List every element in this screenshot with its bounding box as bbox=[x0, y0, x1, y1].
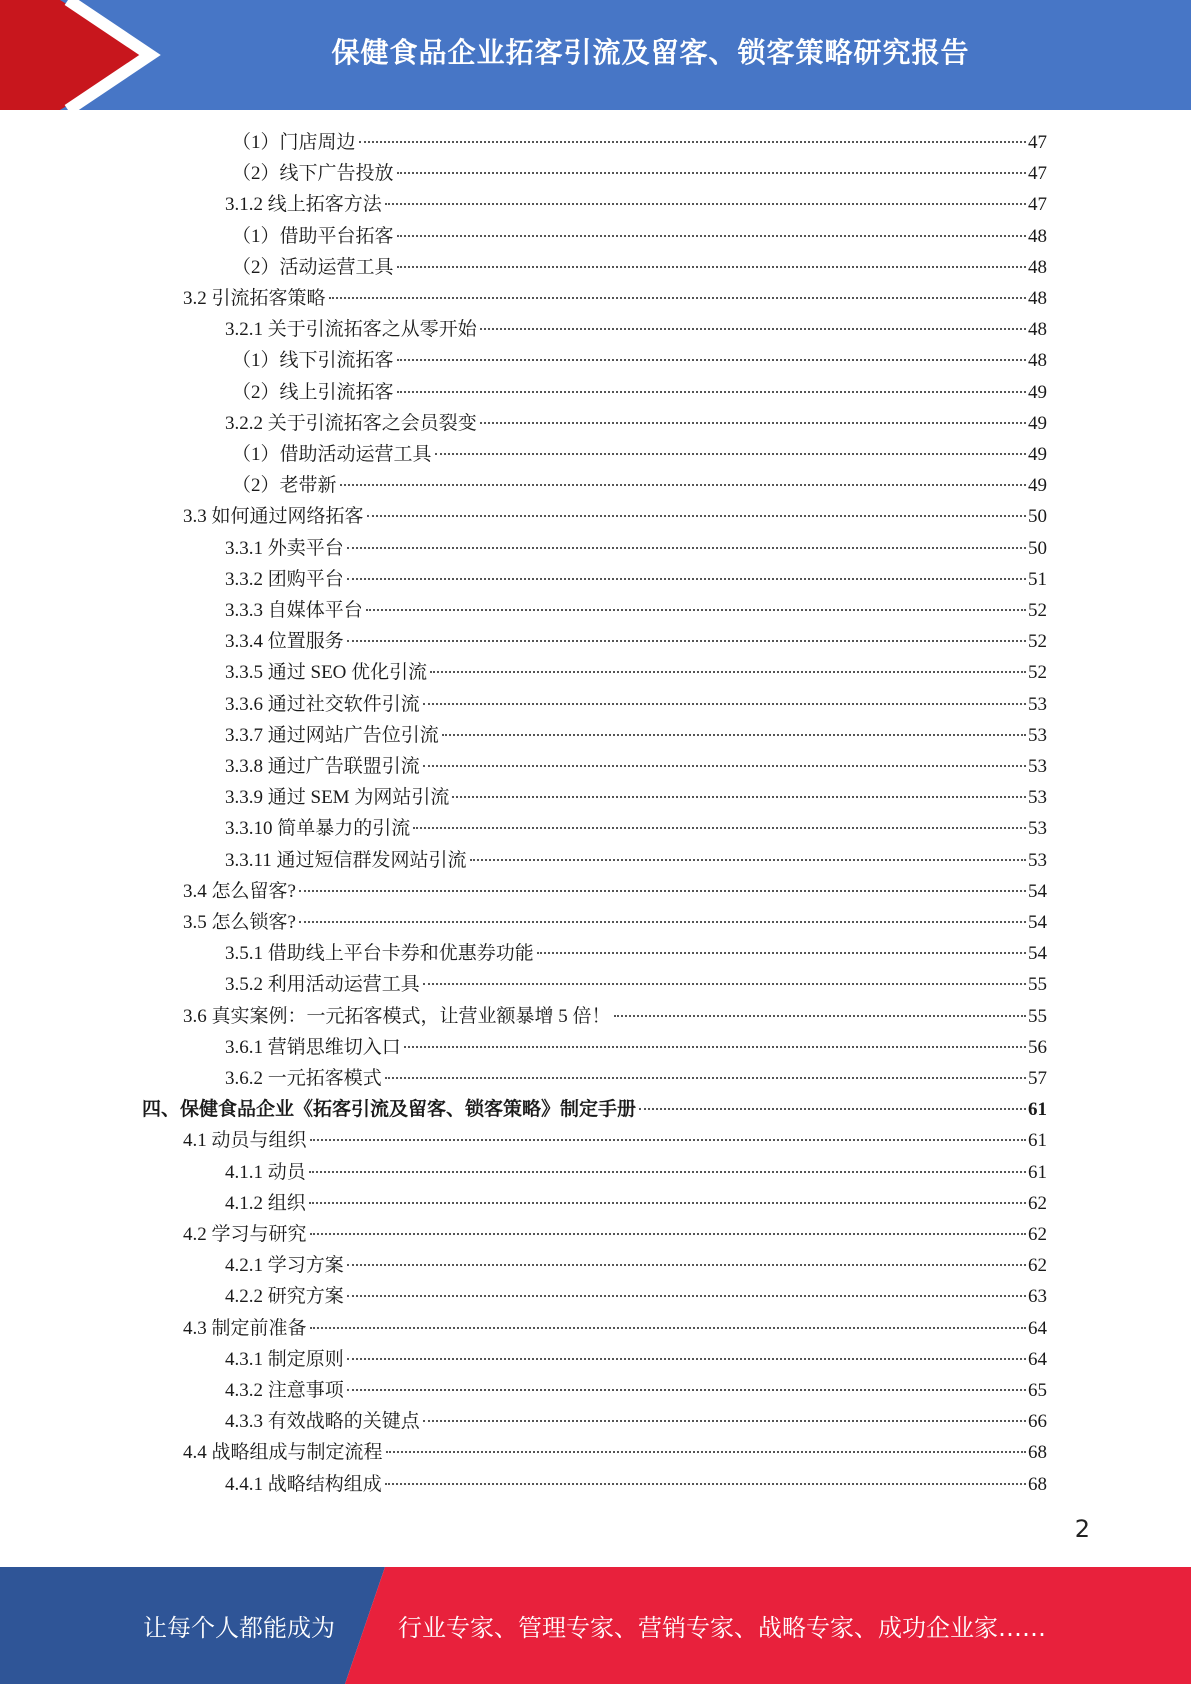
toc-entry-page: 49 bbox=[1028, 475, 1047, 497]
toc-dot-leader bbox=[347, 1381, 1026, 1391]
toc-entry-page: 68 bbox=[1028, 1442, 1047, 1464]
toc-dot-leader bbox=[340, 476, 1026, 486]
toc-entry-page: 54 bbox=[1028, 880, 1047, 902]
toc-entry-label: 3.3.6 通过社交软件引流 bbox=[225, 693, 420, 715]
toc-entry[interactable] bbox=[225, 1188, 1047, 1219]
toc-dot-leader bbox=[310, 1319, 1026, 1329]
toc-entry[interactable] bbox=[183, 876, 1047, 907]
toc-entry-label: 4.2 学习与研究 bbox=[183, 1224, 307, 1245]
toc-entry[interactable] bbox=[225, 1032, 1047, 1063]
toc-entry-page: 49 bbox=[1028, 444, 1047, 465]
toc-entry-page: 62 bbox=[1028, 1192, 1047, 1214]
toc-entry[interactable] bbox=[225, 969, 1047, 1000]
toc-entry[interactable] bbox=[225, 689, 1047, 720]
toc-dot-leader bbox=[397, 164, 1026, 174]
toc-entry[interactable] bbox=[183, 501, 1047, 532]
toc-entry-label: （1）借助平台拓客 bbox=[232, 225, 394, 247]
toc-entry-page: 53 bbox=[1028, 724, 1047, 746]
toc-entry-page: 52 bbox=[1028, 631, 1047, 653]
toc-entry-page: 49 bbox=[1028, 412, 1047, 434]
toc-dot-leader bbox=[347, 1256, 1026, 1266]
toc-entry-label: 4.1.2 组织 bbox=[225, 1192, 306, 1214]
toc-entry-label: 3.3.8 通过广告联盟引流 bbox=[225, 756, 420, 777]
toc-entry-page: 48 bbox=[1028, 319, 1047, 341]
toc-entry[interactable] bbox=[232, 221, 1047, 252]
toc-dot-leader bbox=[397, 351, 1026, 361]
toc-entry[interactable] bbox=[225, 1250, 1047, 1281]
toc-entry-page: 65 bbox=[1028, 1380, 1047, 1401]
toc-dot-leader bbox=[366, 601, 1026, 611]
toc-entry-page: 57 bbox=[1028, 1068, 1047, 1089]
toc-entry-page: 52 bbox=[1028, 662, 1047, 684]
toc-entry-label: 4.3.3 有效战略的关键点 bbox=[225, 1411, 420, 1433]
toc-entry[interactable] bbox=[142, 1094, 1047, 1125]
toc-dot-leader bbox=[397, 227, 1026, 237]
toc-dot-leader bbox=[385, 195, 1026, 205]
toc-dot-leader bbox=[423, 695, 1026, 705]
toc-entry[interactable] bbox=[225, 533, 1047, 564]
toc-entry[interactable] bbox=[183, 1313, 1047, 1344]
toc-entry-label: 4.3 制定前准备 bbox=[183, 1317, 307, 1339]
page-number: 2 bbox=[1074, 1515, 1090, 1543]
toc-dot-leader bbox=[309, 1194, 1026, 1204]
toc-dot-leader bbox=[430, 663, 1026, 673]
toc-dot-leader bbox=[480, 320, 1026, 330]
toc-dot-leader bbox=[480, 414, 1026, 424]
toc-dot-leader bbox=[614, 1007, 1026, 1017]
toc-dot-leader bbox=[347, 1350, 1026, 1360]
toc-dot-leader bbox=[310, 1131, 1026, 1141]
toc-entry-page: 61 bbox=[1028, 1099, 1047, 1121]
toc-entry-label: 3.3.7 通过网站广告位引流 bbox=[225, 724, 439, 746]
toc-entry[interactable] bbox=[225, 1375, 1047, 1406]
toc-entry[interactable] bbox=[183, 907, 1047, 938]
footer-slogan-right: 行业专家、管理专家、营销专家、战略专家、成功企业家…… bbox=[398, 1614, 1046, 1642]
toc-entry[interactable] bbox=[225, 813, 1047, 844]
toc-entry-label: 3.2.1 关于引流拓客之从零开始 bbox=[225, 319, 477, 341]
toc-entry[interactable] bbox=[183, 283, 1047, 314]
toc-entry-page: 53 bbox=[1028, 787, 1047, 809]
toc-dot-leader bbox=[442, 726, 1026, 736]
toc-entry-page: 47 bbox=[1028, 132, 1047, 153]
toc-dot-leader bbox=[423, 1412, 1026, 1422]
toc-entry-page: 62 bbox=[1028, 1255, 1047, 1277]
toc-entry[interactable] bbox=[232, 127, 1047, 158]
toc-entry[interactable] bbox=[225, 1406, 1047, 1437]
toc-dot-leader bbox=[639, 1100, 1026, 1110]
toc-entry-page: 48 bbox=[1028, 225, 1047, 247]
toc-entry[interactable] bbox=[225, 1157, 1047, 1188]
toc-entry[interactable] bbox=[232, 158, 1047, 189]
toc-entry[interactable] bbox=[232, 470, 1047, 501]
toc-entry-label: 3.3.4 位置服务 bbox=[225, 631, 344, 653]
toc-entry-page: 56 bbox=[1028, 1036, 1047, 1058]
toc-entry-page: 54 bbox=[1028, 912, 1047, 933]
toc-dot-leader bbox=[413, 819, 1026, 829]
page-footer bbox=[0, 1567, 1191, 1684]
toc-entry[interactable] bbox=[232, 377, 1047, 408]
toc-entry[interactable] bbox=[225, 626, 1047, 657]
toc-dot-leader bbox=[347, 570, 1026, 580]
toc-entry[interactable] bbox=[225, 751, 1047, 782]
toc-entry[interactable] bbox=[183, 1219, 1047, 1250]
toc-entry-page: 49 bbox=[1028, 381, 1047, 403]
toc-entry-page: 48 bbox=[1028, 288, 1047, 309]
toc-entry[interactable] bbox=[225, 408, 1047, 439]
toc-dot-leader bbox=[452, 788, 1026, 798]
toc-entry-label: （2）活动运营工具 bbox=[232, 256, 394, 278]
toc-dot-leader bbox=[385, 1475, 1026, 1485]
toc-dot-leader bbox=[310, 1225, 1026, 1235]
toc-entry-label: 3.6.2 一元拓客模式 bbox=[225, 1068, 382, 1089]
toc-dot-leader bbox=[537, 944, 1026, 954]
toc-dot-leader bbox=[367, 507, 1026, 517]
toc-entry-label: 3.5.1 借助线上平台卡券和优惠券功能 bbox=[225, 943, 534, 965]
toc-entry-page: 61 bbox=[1028, 1161, 1047, 1183]
toc-entry-label: 3.4 怎么留客? bbox=[183, 880, 296, 902]
toc-entry-page: 64 bbox=[1028, 1348, 1047, 1370]
toc-entry[interactable] bbox=[225, 564, 1047, 595]
toc-dot-leader bbox=[435, 445, 1026, 455]
toc-entry-page: 63 bbox=[1028, 1286, 1047, 1308]
toc-dot-leader bbox=[359, 133, 1026, 143]
toc-entry-label: （1）借助活动运营工具 bbox=[232, 444, 432, 465]
toc-entry-label: （2）线下广告投放 bbox=[232, 163, 394, 185]
toc-entry-page: 68 bbox=[1028, 1473, 1047, 1495]
toc-entry-page: 47 bbox=[1028, 194, 1047, 216]
toc-entry[interactable] bbox=[232, 439, 1047, 470]
toc-entry-page: 47 bbox=[1028, 163, 1047, 185]
toc-entry-label: 3.3.1 外卖平台 bbox=[225, 537, 344, 559]
toc-entry-label: 4.3.1 制定原则 bbox=[225, 1348, 344, 1370]
toc-dot-leader bbox=[397, 258, 1026, 268]
toc-entry-label: 3.5.2 利用活动运营工具 bbox=[225, 974, 420, 996]
toc-dot-leader bbox=[329, 289, 1026, 299]
toc-dot-leader bbox=[423, 757, 1026, 767]
toc-entry-label: 4.1.1 动员 bbox=[225, 1161, 306, 1183]
toc-entry-label: 3.2 引流拓客策略 bbox=[183, 288, 326, 309]
toc-entry[interactable] bbox=[225, 1344, 1047, 1375]
toc-entry-label: 4.1 动员与组织 bbox=[183, 1130, 307, 1152]
toc-entry[interactable] bbox=[232, 252, 1047, 283]
toc-dot-leader bbox=[347, 1287, 1026, 1297]
toc-entry-page: 62 bbox=[1028, 1224, 1047, 1245]
toc-dot-leader bbox=[386, 1443, 1026, 1453]
toc-entry-label: （1）线下引流拓客 bbox=[232, 350, 394, 372]
toc-entry-label: 3.3.5 通过 SEO 优化引流 bbox=[225, 662, 428, 684]
toc-dot-leader bbox=[347, 632, 1026, 642]
toc-entry-label: 3.3.10 简单暴力的引流 bbox=[225, 818, 411, 840]
toc-entry-page: 52 bbox=[1028, 600, 1047, 621]
toc-entry-page: 48 bbox=[1028, 256, 1047, 278]
toc-entry-label: 4.2.1 学习方案 bbox=[225, 1255, 344, 1277]
toc-entry-label: 3.3.11 通过短信群发网站引流 bbox=[225, 849, 467, 871]
toc-entry-page: 55 bbox=[1028, 1005, 1047, 1027]
toc-entry-label: 4.4 战略组成与制定流程 bbox=[183, 1442, 383, 1464]
toc-entry-page: 50 bbox=[1028, 506, 1047, 528]
page-header bbox=[0, 0, 1191, 110]
toc-entry[interactable] bbox=[225, 782, 1047, 813]
toc-entry[interactable] bbox=[225, 1063, 1047, 1094]
toc-entry-label: 3.5 怎么锁客? bbox=[183, 912, 296, 933]
toc-entry-label: 3.3 如何通过网络拓客 bbox=[183, 506, 364, 528]
toc-dot-leader bbox=[309, 1163, 1026, 1173]
toc-entry-label: 4.3.2 注意事项 bbox=[225, 1380, 344, 1401]
toc-dot-leader bbox=[404, 1038, 1026, 1048]
toc-entry-page: 53 bbox=[1028, 756, 1047, 777]
toc-entry-page: 66 bbox=[1028, 1411, 1047, 1433]
toc-entry-label: 3.3.3 自媒体平台 bbox=[225, 600, 363, 621]
toc-entry-label: 3.3.9 通过 SEM 为网站引流 bbox=[225, 787, 450, 809]
toc-entry-page: 61 bbox=[1028, 1130, 1047, 1152]
toc-entry-page: 48 bbox=[1028, 350, 1047, 372]
toc-dot-leader bbox=[423, 975, 1026, 985]
toc-entry-label: 3.2.2 关于引流拓客之会员裂变 bbox=[225, 412, 477, 434]
toc-entry[interactable] bbox=[225, 314, 1047, 345]
toc-dot-leader bbox=[397, 383, 1026, 393]
toc-entry-page: 50 bbox=[1028, 537, 1047, 559]
toc-entry-label: 4.2.2 研究方案 bbox=[225, 1286, 344, 1308]
toc-entry[interactable] bbox=[183, 1001, 1047, 1032]
toc-entry-label: 3.3.2 团购平台 bbox=[225, 568, 344, 590]
toc-entry-label: 3.6 真实案例：一元拓客模式，让营业额暴增 5 倍！ bbox=[183, 1005, 611, 1027]
toc-dot-leader bbox=[299, 913, 1026, 923]
toc-entry[interactable] bbox=[225, 595, 1047, 626]
toc-entry-label: 四、保健食品企业《拓客引流及留客、锁客策略》制定手册 bbox=[142, 1099, 637, 1121]
toc-dot-leader bbox=[299, 882, 1026, 892]
toc-dot-leader bbox=[347, 539, 1026, 549]
toc-entry-label: 4.4.1 战略结构组成 bbox=[225, 1473, 382, 1495]
toc-entry-label: 3.6.1 营销思维切入口 bbox=[225, 1036, 401, 1058]
toc-entry[interactable] bbox=[225, 189, 1047, 220]
toc-entry-page: 51 bbox=[1028, 568, 1047, 590]
header-title: 保健食品企业拓客引流及留客、锁客策略研究报告 bbox=[331, 36, 970, 69]
footer-slogan-left: 让每个人都能成为 bbox=[143, 1614, 335, 1642]
toc-entry-page: 53 bbox=[1028, 849, 1047, 871]
toc-entry[interactable] bbox=[183, 1437, 1047, 1468]
toc-entry-label: （2）老带新 bbox=[232, 475, 337, 497]
toc-entry-label: （1）门店周边 bbox=[232, 132, 356, 153]
toc-entry-page: 64 bbox=[1028, 1317, 1047, 1339]
toc-entry-label: （2）线上引流拓客 bbox=[232, 381, 394, 403]
toc-entry-page: 54 bbox=[1028, 943, 1047, 965]
toc-entry[interactable] bbox=[225, 720, 1047, 751]
toc-dot-leader bbox=[385, 1069, 1026, 1079]
toc-entry[interactable] bbox=[225, 938, 1047, 969]
toc-entry-page: 53 bbox=[1028, 818, 1047, 840]
toc-entry[interactable] bbox=[225, 1469, 1047, 1500]
toc-dot-leader bbox=[470, 851, 1026, 861]
toc-entry[interactable] bbox=[183, 1125, 1047, 1156]
toc-entry[interactable] bbox=[225, 1281, 1047, 1312]
toc-entry-page: 53 bbox=[1028, 693, 1047, 715]
toc-entry-page: 55 bbox=[1028, 974, 1047, 996]
toc-entry-label: 3.1.2 线上拓客方法 bbox=[225, 194, 382, 216]
toc-entry[interactable] bbox=[225, 845, 1047, 876]
toc-entry[interactable] bbox=[232, 345, 1047, 376]
toc-entry[interactable] bbox=[225, 657, 1047, 688]
